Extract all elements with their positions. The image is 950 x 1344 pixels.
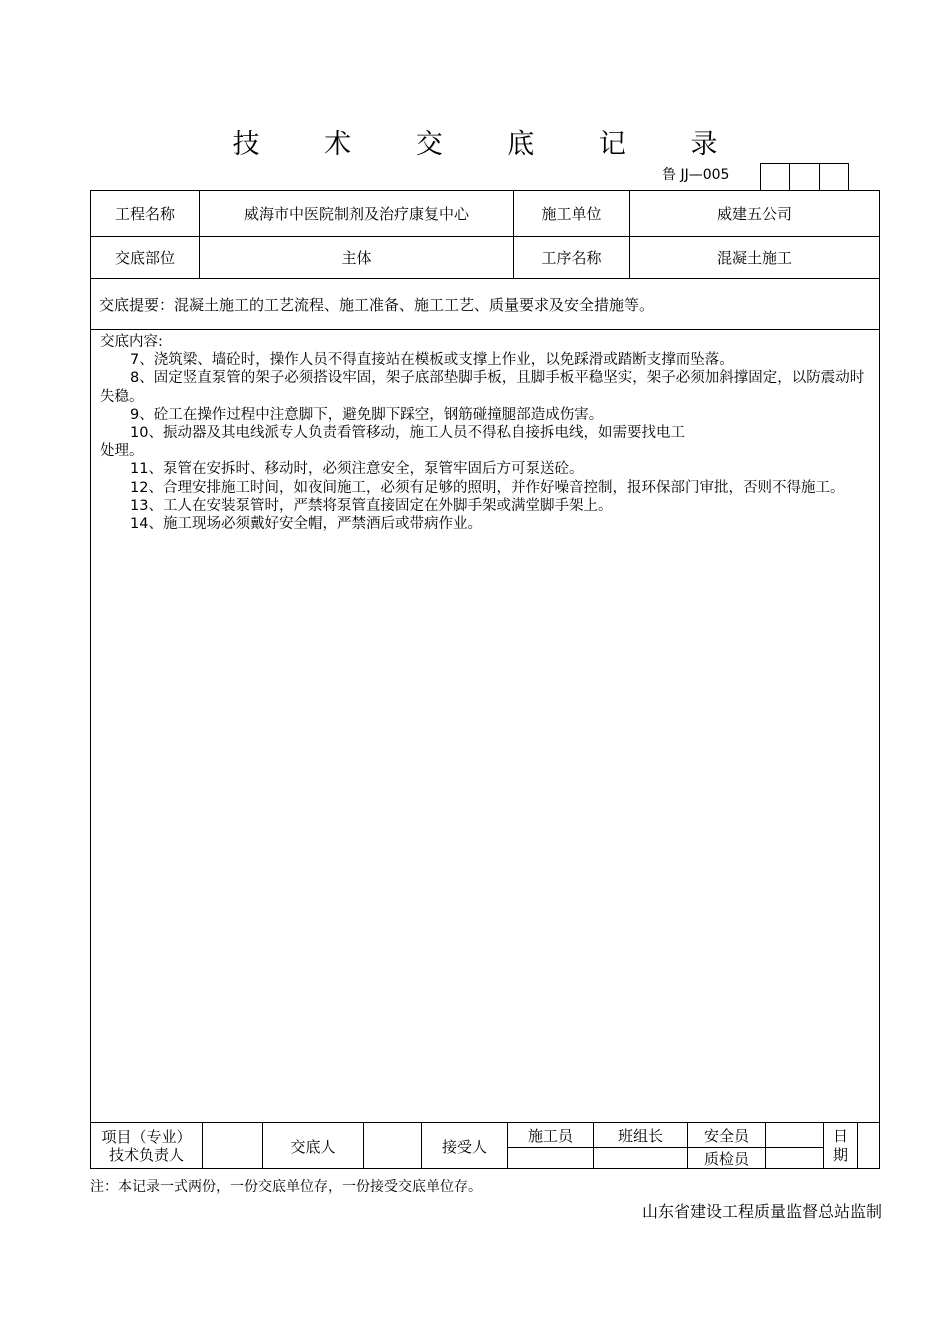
team-leader-label: 班组长 bbox=[617, 1126, 663, 1145]
content-item: 11、泵管在安拆时、移动时，必须注意安全，泵管牢固后方可泵送砼。 bbox=[130, 461, 584, 478]
part-label: 交底部位 bbox=[114, 249, 175, 267]
content-item: 处理。 bbox=[100, 443, 144, 460]
content-item: 10、振动器及其电线派专人负责看管移动，施工人员不得私自接拆电线，如需要找电工 bbox=[130, 425, 685, 442]
disclosure-form bbox=[90, 190, 880, 1169]
discloser-label: 交底人 bbox=[290, 1137, 336, 1156]
disclosure-content bbox=[100, 333, 874, 533]
receiver-label: 接受人 bbox=[441, 1137, 487, 1156]
contractor-value: 威建五公司 bbox=[716, 205, 792, 223]
content-item: 9、砼工在操作过程中注意脚下，避免脚下踩空，钢筋碰撞腿部造成伤害。 bbox=[130, 406, 604, 423]
content-item: 13、工人在安装泵管时，严禁将泵管直接固定在外脚手架或满堂脚手架上。 bbox=[130, 497, 613, 514]
content-item: 14、施工现场必须戴好安全帽，严禁酒后或带病作业。 bbox=[130, 516, 482, 533]
process-value: 混凝土施工 bbox=[716, 249, 792, 267]
disclosure-summary: 交底提要：混凝土施工的工艺流程、施工准备、施工工艺、质量要求及安全措施等。 bbox=[99, 295, 655, 314]
form-code: 鲁 JJ—005 bbox=[662, 167, 730, 183]
project-name-value: 威海市中医院制剂及治疗康复中心 bbox=[243, 205, 469, 223]
page-title: 技 术 交 底 记 录 bbox=[232, 129, 746, 160]
contractor-label: 施工单位 bbox=[541, 205, 602, 223]
process-label: 工序名称 bbox=[541, 249, 602, 267]
issuing-authority: 山东省建设工程质量监督总站监制 bbox=[641, 1202, 882, 1221]
tech-lead-label bbox=[91, 1123, 202, 1169]
builder-label: 施工员 bbox=[527, 1126, 573, 1145]
content-heading: 交底内容: bbox=[100, 334, 163, 350]
date-label-line2: 期 bbox=[832, 1146, 848, 1164]
date-label-line1: 日 bbox=[832, 1127, 848, 1145]
content-item: 8、固定竖直泵管的架子必须搭设牢固，架子底部垫脚手板，且脚手板平稳坚实，架子必须加斜撑固定，以防震动时失稳。 bbox=[100, 370, 865, 405]
tech-lead-label-line1: 项目（专业） bbox=[101, 1128, 192, 1146]
content-item: 12、合理安排施工时间，如夜间施工，必须有足够的照明，并作好噪音控制，报环保部门审批，否则不得施工。 bbox=[130, 479, 845, 496]
content-item: 7、浇筑梁、墙砼时，操作人员不得直接站在模板或支撑上作业，以免踩滑或踏断支撑而坠落。 bbox=[130, 352, 734, 369]
tech-lead-label-line2: 技术负责人 bbox=[108, 1146, 184, 1164]
part-value: 主体 bbox=[341, 249, 372, 267]
quality-inspector-label: 质检员 bbox=[703, 1150, 749, 1168]
record-note: 注：本记录一式两份，一份交底单位存，一份接受交底单位存。 bbox=[90, 1179, 482, 1195]
date-label bbox=[824, 1123, 857, 1169]
safety-officer-label: 安全员 bbox=[703, 1126, 749, 1145]
form-code-boxes bbox=[760, 163, 849, 191]
project-name-label: 工程名称 bbox=[114, 205, 175, 223]
